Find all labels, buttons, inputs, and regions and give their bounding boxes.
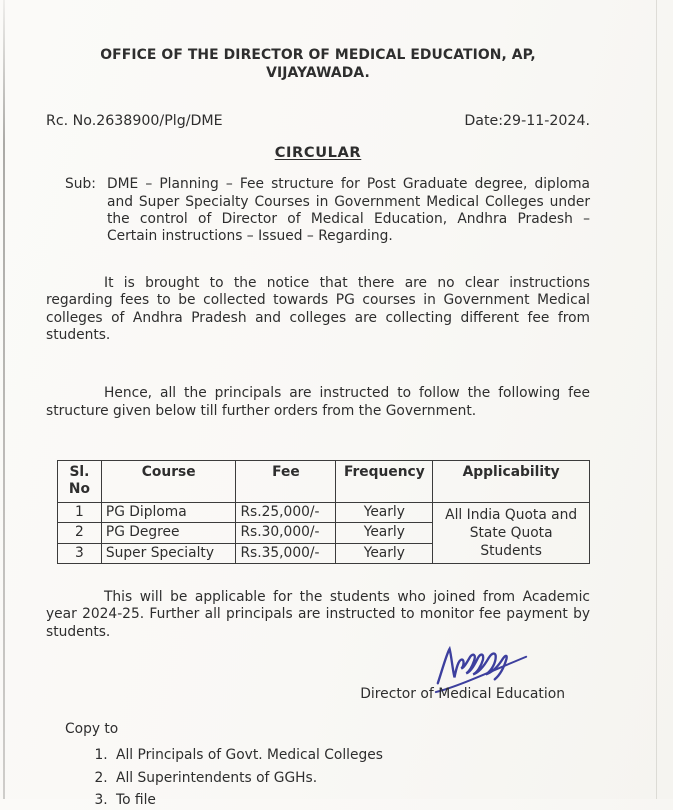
cell-course: Super Specialty <box>101 543 236 563</box>
scan-edge-right <box>656 0 657 799</box>
header-fee: Fee <box>236 461 336 503</box>
paragraph-instruction: Hence, all the principals are instructed to follow the following fee structure given below till further orders from the Government. <box>46 385 590 419</box>
scan-edge-left <box>3 0 5 799</box>
copy-to-item: 1. All Principals of Govt. Medical Colleges <box>112 747 590 764</box>
cell-frequency: Yearly <box>336 523 433 543</box>
cell-frequency: Yearly <box>336 543 433 563</box>
header-sl-no: Sl. No <box>58 461 102 503</box>
cell-course: PG Diploma <box>101 502 236 522</box>
reference-row <box>46 113 590 131</box>
copy-to-item: 3. To file <box>112 792 590 809</box>
header-course: Course <box>101 461 236 503</box>
copy-to-label: Copy to <box>65 721 119 738</box>
fee-structure-table <box>57 460 590 564</box>
subject-text: DME – Planning – Fee structure for Post Graduate degree, diploma and Super Specialty Courses in Government Medical Colleges under the control of Director of Medical Education, Andhra Pradesh – Certain instructions – Issued – Regarding. <box>107 176 590 245</box>
cell-sl: 3 <box>58 543 102 563</box>
copy-to-list <box>94 747 590 809</box>
circular-title: CIRCULAR <box>274 143 362 161</box>
cell-course: PG Degree <box>101 523 236 543</box>
paragraph-applicable: This will be applicable for the students who joined from Academic year 2024-25. Further all principals are instructed to monitor fee payment by students. <box>46 588 590 640</box>
applicability-line: State Quota <box>469 524 553 541</box>
date: Date:29-11-2024. <box>464 113 590 130</box>
cell-fee: Rs.30,000/- <box>236 523 336 543</box>
copy-to-item: 2. All Superintendents of GGHs. <box>112 770 590 787</box>
subject-label: Sub: <box>65 176 96 193</box>
cell-fee: Rs.35,000/- <box>236 543 336 563</box>
cell-fee: Rs.25,000/- <box>236 502 336 522</box>
applicability-line: Students <box>480 542 542 559</box>
table-row <box>58 502 590 522</box>
header-frequency: Frequency <box>336 461 433 503</box>
cell-frequency: Yearly <box>336 502 433 522</box>
signature-block <box>46 643 590 703</box>
applicability-line: All India Quota and <box>445 506 578 523</box>
cell-sl: 2 <box>58 523 102 543</box>
letterhead-title: OFFICE OF THE DIRECTOR OF MEDICAL EDUCATION, AP, VIJAYAWADA. <box>100 47 536 81</box>
header-applicability: Applicability <box>433 461 590 503</box>
signatory-designation: Director of Medical Education <box>360 685 565 702</box>
table-header-row <box>58 461 590 503</box>
cell-applicability <box>433 502 590 563</box>
reference-number: Rc. No.2638900/Plg/DME <box>46 113 223 130</box>
subject-block <box>46 176 590 246</box>
paragraph-notice: It is brought to the notice that there are no clear instructions regarding fees to be collected towards PG courses in Government Medical colleges of Andhra Pradesh and colleges are collecting different fee from students. <box>46 274 590 343</box>
cell-sl: 1 <box>58 502 102 522</box>
